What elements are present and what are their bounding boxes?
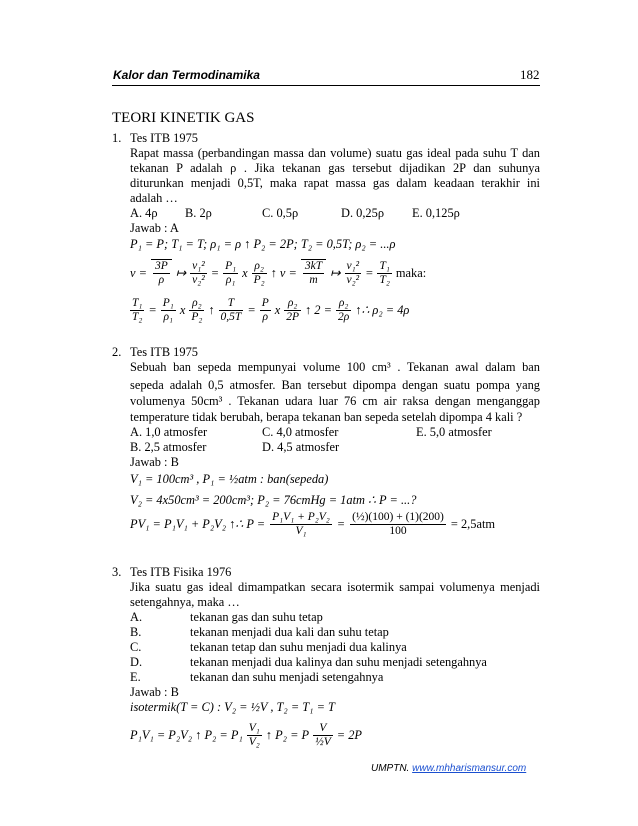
operator: = <box>247 302 256 317</box>
q3-answer: Jawab : B <box>130 685 179 699</box>
page-number: 182 <box>520 67 540 82</box>
fraction <box>189 297 204 324</box>
frac-den: 0,5T <box>220 310 242 323</box>
fraction <box>336 297 351 324</box>
q1-option-a: A. 4ρ <box>130 206 158 220</box>
header-title: Kalor dan Termodinamika <box>113 68 260 82</box>
fraction <box>350 511 446 538</box>
q1-line-2: tekanan P adalah ρ . Jika tekanan gas tersebut dijadikan 2P dan suhunya <box>130 161 540 175</box>
frac-num: ρ₂ <box>189 297 204 311</box>
q2-eq3-lhs: PV₁ = P₁V₁ + P₂V₂ ↑∴ P = <box>130 517 266 531</box>
q3-option-c-letter: C. <box>130 640 142 654</box>
frac-den: ρ <box>262 310 268 323</box>
frac-num: P₁V₁ + P₂V₂ <box>272 510 330 523</box>
fraction <box>313 722 333 749</box>
frac-num: v₁² <box>192 259 205 272</box>
fraction <box>270 511 332 538</box>
fraction <box>284 297 301 324</box>
q2-option-d: D. 4,5 atmosfer <box>262 440 340 454</box>
frac-den: 2ρ <box>337 310 350 323</box>
q1-option-e: E. 0,125ρ <box>412 206 460 220</box>
operator: ↑ 2 = <box>305 302 332 317</box>
q1-answer: Jawab : A <box>130 221 179 235</box>
q2-line-4: temperature tidak berubah, berapa tekanan ban sepeda setelah dipompa 4 kali ? <box>130 410 523 424</box>
frac-num: 3kT <box>304 260 323 272</box>
frac-num: ρ₂ <box>284 297 301 311</box>
frac-den: ½V <box>315 735 331 748</box>
frac-den: ρ <box>158 274 165 286</box>
frac-num: P₁ <box>225 259 237 272</box>
fraction <box>190 260 207 287</box>
q2-answer: Jawab : B <box>130 455 179 469</box>
operator: = <box>365 265 374 280</box>
frac-den: P₂ <box>253 273 265 286</box>
frac-den: V₁ <box>295 524 307 537</box>
frac-num: T <box>219 297 244 311</box>
frac-den: 100 <box>389 524 407 537</box>
operator: x <box>274 302 281 317</box>
q3-option-e-letter: E. <box>130 670 141 684</box>
frac-den: ρ₁ <box>163 310 174 323</box>
frac-num: V₁ <box>248 721 260 734</box>
q2-line-2: sepeda adalah 0,5 atmosfer. Ban tersebut dipompa dengan suatu pompa yang <box>130 378 540 392</box>
q1-number: 1. <box>112 131 122 145</box>
q3-option-a-letter: A. <box>130 610 143 624</box>
q1-equation-3 <box>130 293 409 327</box>
frac-den: V₂ <box>248 735 260 748</box>
q3-option-d-letter: D. <box>130 655 143 669</box>
frac-num: T₁ <box>379 259 390 272</box>
q3-number: 3. <box>112 565 122 579</box>
operator: = 2,5atm <box>450 516 496 531</box>
frac-den: T₂ <box>379 273 390 286</box>
frac-den: 2P <box>286 310 300 323</box>
maps-to-icon: ↦ <box>175 266 187 280</box>
frac-num: V <box>313 722 333 736</box>
q1-heading: Tes ITB 1975 <box>130 131 198 145</box>
fraction <box>130 297 144 324</box>
fraction <box>219 297 244 324</box>
q3-option-a-text: tekanan gas dan suhu tetap <box>190 610 323 624</box>
header-rule <box>112 85 540 86</box>
fraction <box>161 297 176 324</box>
frac-num: 3P <box>154 260 168 272</box>
q1-option-d: D. 0,25ρ <box>341 206 385 220</box>
footer <box>371 763 526 774</box>
q2-equation-1: V₁ = 100cm³ , P₁ = ½atm : ban(sepeda) <box>130 472 329 486</box>
q2-option-e: E. 5,0 atmosfer <box>416 425 492 439</box>
q1-equation-2 <box>130 256 426 290</box>
q3-heading: Tes ITB Fisika 1976 <box>130 565 232 579</box>
q1-line-4: adalah … <box>130 191 178 205</box>
q3-option-e-text: tekanan dan suhu menjadi setengahnya <box>190 670 384 684</box>
operator: x <box>179 302 186 317</box>
operator: ↑∴ ρ₂ = 4ρ <box>355 303 410 317</box>
q2-equation-3 <box>130 507 495 541</box>
q2-heading: Tes ITB 1975 <box>130 345 198 359</box>
operator: = <box>148 302 157 317</box>
sqrt-3kt-over-m <box>301 259 326 287</box>
fraction <box>223 260 238 287</box>
q1-eq2-lhs: v = <box>130 265 147 280</box>
fraction <box>252 260 267 287</box>
q3-eq2-lhs: P₁V₁ = P₂V₂ ↑ P₂ = P₁ <box>130 727 243 742</box>
q3-option-b-letter: B. <box>130 625 142 639</box>
frac-num: ρ₂ <box>252 260 267 274</box>
frac-den: P₂ <box>191 310 203 323</box>
fraction <box>377 260 391 287</box>
q2-option-c: C. 4,0 atmosfer <box>262 425 339 439</box>
q2-option-a: A. 1,0 atmosfer <box>130 425 208 439</box>
operator: maka: <box>395 265 427 280</box>
q2-line-3: volumenya 50cm³ . Tekanan udara luar 76 cm air raksa dengan menganggap <box>130 394 540 408</box>
fraction <box>260 297 271 324</box>
frac-num: (½)(100) + (1)(200) <box>352 510 444 523</box>
q1-option-b: B. 2ρ <box>185 206 212 220</box>
q3-line-1: Jika suatu gas ideal dimampatkan secara isotermik sampai volumenya menjadi <box>130 580 540 594</box>
frac-num: v₁² <box>346 259 360 272</box>
q3-line-2: setengahnya, maka … <box>130 595 240 609</box>
frac-num: P₁ <box>162 296 174 309</box>
operator: ↑ <box>208 302 215 317</box>
page-title: TEORI KINETIK GAS <box>112 110 255 126</box>
fraction <box>345 260 362 287</box>
operator: ↑ P₂ = P <box>265 727 310 742</box>
q1-line-1: Rapat massa (perbandingan massa dan volume) suatu gas ideal pada suhu T dan <box>130 146 540 160</box>
maps-to-icon: ↦ <box>330 266 341 280</box>
q3-option-b-text: tekanan menjadi dua kali dan suhu tetap <box>190 625 389 639</box>
sqrt-3p-over-rho <box>151 259 172 287</box>
frac-den: T₂ <box>132 310 143 323</box>
operator: ↑ v = <box>270 265 297 280</box>
q2-equation-2: V₂ = 4x50cm³ = 200cm³; P₂ = 76cmHg = 1atm ∴ P = ...? <box>130 493 417 507</box>
footer-text: UMPTN. <box>371 763 410 774</box>
q1-equation-1: P₁ = P; T₁ = T; ρ₁ = ρ ↑ P₂ = 2P; T₂ = 0,5T; ρ₂ = ...ρ <box>130 237 396 251</box>
frac-den: m <box>309 274 318 286</box>
footer-link[interactable]: www.mhharismansur.com <box>412 763 527 774</box>
q2-option-b: B. 2,5 atmosfer <box>130 440 207 454</box>
frac-num: T₁ <box>132 296 143 309</box>
operator: = 2P <box>336 727 362 742</box>
fraction <box>247 722 262 749</box>
frac-den: v₂² <box>346 273 360 286</box>
frac-den: ρ₁ <box>225 273 236 286</box>
frac-den: v₂² <box>192 273 205 286</box>
operator: = <box>210 265 220 280</box>
q2-line-1: Sebuah ban sepeda mempunyai volume 100 cm³ . Tekanan awal dalam ban <box>130 360 540 374</box>
operator: x <box>242 265 248 280</box>
q3-equation-1: isotermik(T = C) : V₂ = ½V , T₂ = T₁ = T <box>130 700 335 714</box>
operator: = <box>336 516 346 531</box>
frac-num: ρ₂ <box>336 297 351 311</box>
frac-num: P <box>261 296 269 309</box>
q3-option-c-text: tekanan tetap dan suhu menjadi dua kalinya <box>190 640 407 654</box>
q1-line-3: diturunkan menjadi 0,5T, maka rapat massa gas dalam keadaan terakhir ini <box>130 176 540 190</box>
q3-option-d-text: tekanan menjadi dua kalinya dan suhu menjadi setengahnya <box>190 655 487 669</box>
q1-option-c: C. 0,5ρ <box>262 206 299 220</box>
q2-number: 2. <box>112 345 122 359</box>
q3-equation-2 <box>130 717 362 753</box>
